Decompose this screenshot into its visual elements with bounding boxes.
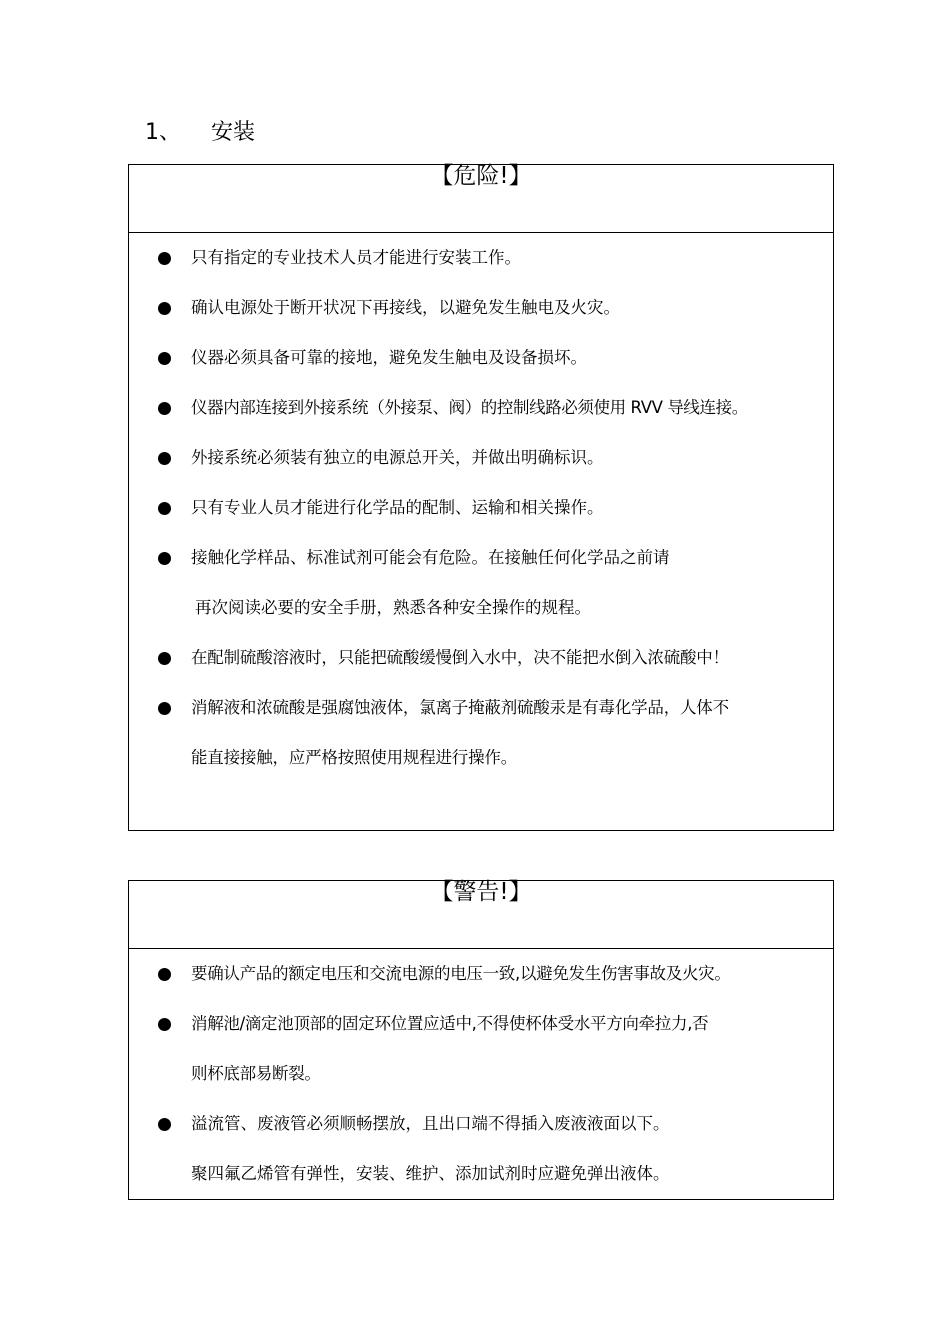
section-title: 安装 — [211, 120, 256, 145]
bullet-icon — [158, 1018, 171, 1031]
item-text: 仪器必须具备可靠的接地，避免发生触电及设备损坏。 — [191, 348, 587, 367]
section-number: 1、 — [145, 120, 181, 145]
danger-title: 【危险!】 — [430, 163, 532, 189]
warning-list — [129, 949, 833, 1199]
bullet-icon — [158, 352, 171, 365]
item-text: 消解池/滴定池顶部的固定环位置应适中,不得使杯体受水平方向牵拉力,否 — [191, 1014, 709, 1033]
item-text-continued: 再次阅读必要的安全手册，熟悉各种安全操作的规程。 — [195, 598, 591, 617]
list-item — [129, 949, 833, 999]
bullet-icon — [158, 302, 171, 315]
warning-notice-box — [128, 880, 834, 1200]
bullet-icon — [158, 502, 171, 515]
danger-list — [129, 233, 833, 783]
bullet-icon — [158, 1118, 171, 1131]
list-item — [129, 333, 833, 383]
list-item — [129, 1099, 833, 1199]
item-text: 只有指定的专业技术人员才能进行安装工作。 — [191, 248, 521, 267]
danger-notice-box — [128, 164, 834, 831]
list-item — [129, 683, 833, 783]
item-text: 接触化学样品、标准试剂可能会有危险。在接触任何化学品之前请 — [191, 548, 670, 567]
bullet-icon — [158, 552, 171, 565]
bullet-icon — [158, 252, 171, 265]
list-item — [129, 283, 833, 333]
danger-header — [129, 165, 833, 233]
bullet-icon — [158, 652, 171, 665]
item-text: 溢流管、废液管必须顺畅摆放，且出口端不得插入废液液面以下。 — [191, 1114, 670, 1133]
item-text-continued: 则杯底部易断裂。 — [191, 1064, 321, 1083]
list-item — [129, 999, 833, 1099]
item-text-continued: 能直接接触，应严格按照使用规程进行操作。 — [191, 748, 518, 767]
section-heading — [145, 118, 255, 148]
bullet-icon — [158, 968, 171, 981]
warning-title: 【警告!】 — [430, 879, 532, 905]
item-text: 仪器内部连接到外接系统（外接泵、阀）的控制线路必须使用 RVV 导线连接。 — [191, 398, 748, 417]
item-text-continued: 聚四氟乙烯管有弹性，安装、维护、添加试剂时应避免弹出液体。 — [191, 1164, 670, 1183]
item-text: 外接系统必须装有独立的电源总开关，并做出明确标识。 — [191, 448, 604, 467]
list-item — [129, 383, 833, 433]
list-item — [129, 433, 833, 483]
bullet-icon — [158, 702, 171, 715]
list-item — [129, 233, 833, 283]
list-item — [129, 483, 833, 533]
item-text: 确认电源处于断开状况下再接线，以避免发生触电及火灾。 — [191, 298, 620, 317]
item-text: 只有专业人员才能进行化学品的配制、运输和相关操作。 — [191, 498, 604, 517]
bullet-icon — [158, 402, 171, 415]
item-text: 要确认产品的额定电压和交流电源的电压一致,以避免发生伤害事故及火灾。 — [191, 964, 731, 983]
warning-header — [129, 881, 833, 949]
item-text: 在配制硫酸溶液时，只能把硫酸缓慢倒入水中，决不能把水倒入浓硫酸中！ — [191, 648, 729, 667]
list-item — [129, 533, 833, 633]
list-item — [129, 633, 833, 683]
item-text: 消解液和浓硫酸是强腐蚀液体，氯离子掩蔽剂硫酸汞是有毒化学品，人体不 — [191, 698, 729, 717]
bullet-icon — [158, 452, 171, 465]
